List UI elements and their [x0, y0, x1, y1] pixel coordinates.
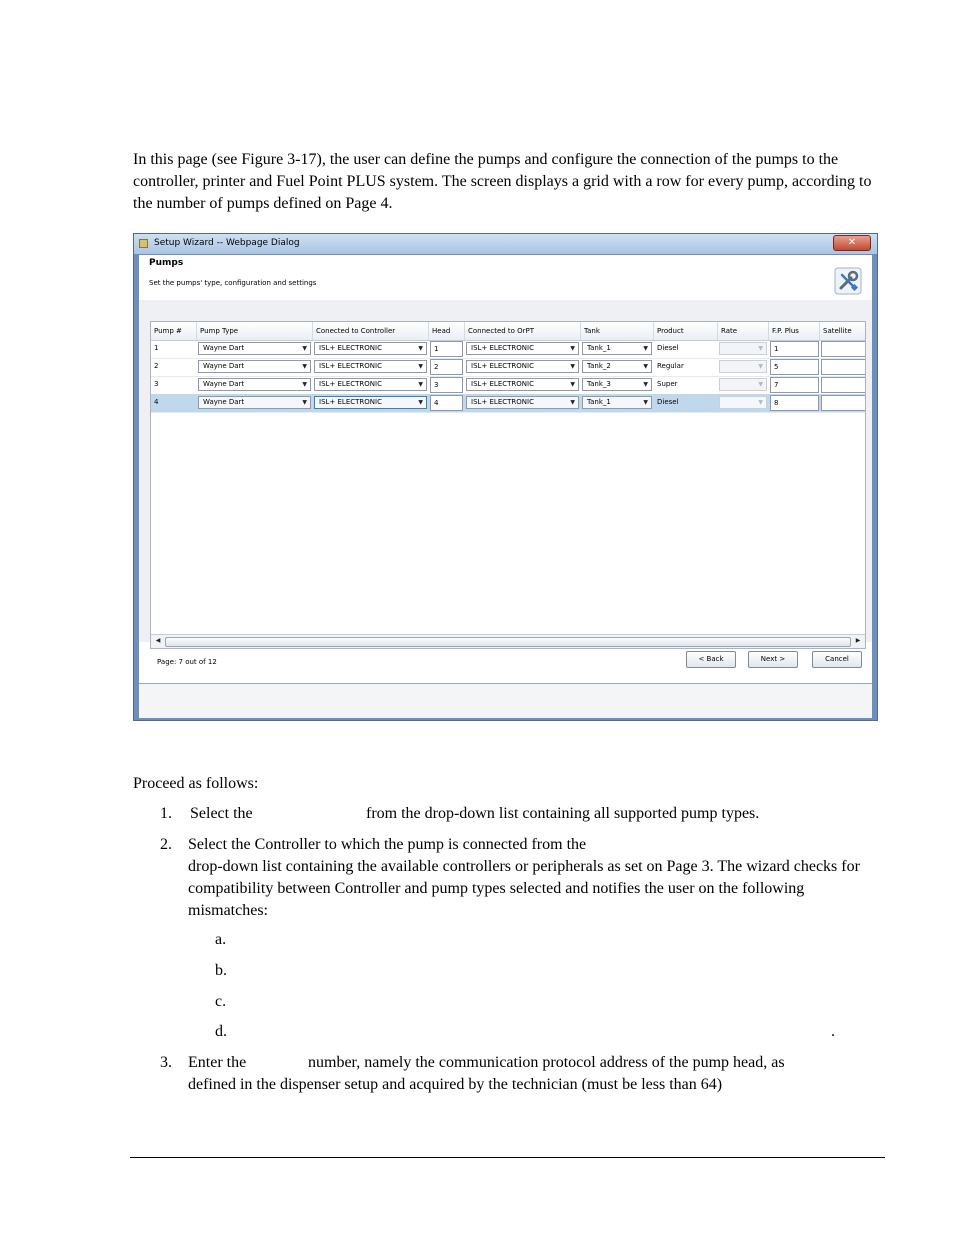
sub-item-b: b. — [215, 962, 227, 979]
col-header-satellite[interactable]: Satellite — [823, 327, 852, 335]
pump-number: 4 — [154, 398, 159, 406]
cancel-button[interactable]: Cancel — [812, 651, 862, 668]
table-row[interactable] — [151, 376, 866, 395]
pump-type-select[interactable]: Wayne Dart ▼ — [198, 360, 311, 373]
rate-select[interactable] — [719, 360, 767, 373]
horizontal-scrollbar[interactable] — [151, 634, 865, 648]
fp-plus-input[interactable]: 5 — [770, 359, 819, 375]
product-value: Diesel — [657, 398, 679, 406]
chevron-down-icon: ▼ — [302, 363, 307, 370]
controller-select[interactable]: ISL+ ELECTRONIC ▼ — [314, 396, 427, 409]
chevron-down-icon: ▼ — [570, 363, 575, 370]
chevron-down-icon: ▼ — [758, 363, 763, 370]
chevron-down-icon: ▼ — [643, 399, 648, 406]
proceed-text: Proceed as follows: — [133, 775, 259, 792]
step-3-number: 3. — [160, 1054, 172, 1071]
fp-plus-input[interactable]: 8 — [770, 395, 819, 411]
fp-plus-input[interactable]: 7 — [770, 377, 819, 393]
orpt-select[interactable]: ISL+ ELECTRONIC ▼ — [466, 378, 579, 391]
grid-header — [151, 322, 866, 341]
col-header-orpt[interactable]: Connected to OrPT — [465, 322, 581, 340]
col-header-head[interactable]: Head — [429, 322, 465, 340]
page-indicator: Page: 7 out of 12 — [157, 658, 217, 666]
window-title: Setup Wizard -- Webpage Dialog — [154, 238, 300, 248]
col-header-tank[interactable]: Tank — [581, 322, 654, 340]
head-input[interactable]: 4 — [430, 395, 463, 411]
chevron-down-icon: ▼ — [418, 345, 423, 352]
chevron-down-icon: ▼ — [643, 363, 648, 370]
tank-select[interactable]: Tank_3 ▼ — [582, 378, 652, 391]
orpt-select[interactable]: ISL+ ELECTRONIC ▼ — [466, 342, 579, 355]
satellite-input[interactable] — [821, 377, 866, 393]
dialog-client — [139, 255, 872, 717]
rate-select[interactable] — [719, 396, 767, 409]
head-input[interactable]: 1 — [430, 341, 463, 357]
satellite-input[interactable] — [821, 395, 866, 411]
step-3-text-b-line1: number, namely the communication protocol address of the pump head, as — [308, 1054, 785, 1071]
scroll-right-icon[interactable]: ▶ — [855, 637, 861, 644]
chevron-down-icon: ▼ — [302, 381, 307, 388]
pump-number: 2 — [154, 362, 159, 370]
col-header-controller[interactable]: Conected to Controller — [313, 322, 429, 340]
orpt-select[interactable]: ISL+ ELECTRONIC ▼ — [466, 396, 579, 409]
controller-select[interactable]: ISL+ ELECTRONIC ▼ — [314, 378, 427, 391]
chevron-down-icon: ▼ — [418, 381, 423, 388]
chevron-down-icon: ▼ — [418, 363, 423, 370]
step-2-number: 2. — [160, 836, 172, 853]
fp-plus-input[interactable]: 1 — [770, 341, 819, 357]
step-2-line1: Select the Controller to which the pump is connected from the — [188, 836, 587, 853]
controller-select[interactable]: ISL+ ELECTRONIC ▼ — [314, 360, 427, 373]
step-3-text-b-line2: defined in the dispenser setup and acquired by the technician (must be less than 64) — [188, 1076, 723, 1093]
tank-select[interactable]: Tank_1 ▼ — [582, 342, 652, 355]
next-button[interactable]: Next > — [748, 651, 798, 668]
rate-select[interactable] — [719, 378, 767, 391]
pump-type-select[interactable]: Wayne Dart ▼ — [198, 396, 311, 409]
sub-item-d-period: . — [831, 1023, 835, 1040]
col-header-pump-num[interactable]: Pump # — [151, 322, 197, 340]
rate-select[interactable] — [719, 342, 767, 355]
table-row[interactable] — [151, 358, 866, 377]
scroll-left-icon[interactable]: ◀ — [155, 637, 161, 644]
chevron-down-icon: ▼ — [302, 399, 307, 406]
pump-number: 3 — [154, 380, 159, 388]
close-button[interactable]: ✕ — [833, 235, 871, 251]
sub-item-d: d. — [215, 1023, 227, 1040]
product-value: Regular — [657, 362, 684, 370]
chevron-down-icon: ▼ — [758, 381, 763, 388]
setup-wizard-screenshot — [133, 233, 878, 721]
chevron-down-icon: ▼ — [418, 399, 423, 406]
chevron-down-icon: ▼ — [570, 381, 575, 388]
chevron-down-icon: ▼ — [758, 345, 763, 352]
table-row[interactable] — [151, 340, 866, 359]
back-button[interactable]: < Back — [686, 651, 736, 668]
chevron-down-icon: ▼ — [302, 345, 307, 352]
col-header-pump-type[interactable]: Pump Type — [197, 322, 313, 340]
status-bar — [139, 683, 872, 718]
window-app-icon — [139, 239, 148, 248]
product-value: Super — [657, 380, 678, 388]
page-subtitle: Set the pumps' type, configuration and settings — [149, 279, 317, 287]
pumps-grid — [150, 321, 866, 649]
pump-type-select[interactable]: Wayne Dart ▼ — [198, 378, 311, 391]
step-1-number: 1. — [160, 805, 172, 822]
head-input[interactable]: 2 — [430, 359, 463, 375]
col-header-fp-plus[interactable]: F.P. Plus — [769, 322, 820, 340]
orpt-select[interactable]: ISL+ ELECTRONIC ▼ — [466, 360, 579, 373]
head-input[interactable]: 3 — [430, 377, 463, 393]
page-title: Pumps — [149, 258, 184, 268]
footer-rule — [130, 1157, 885, 1158]
chevron-down-icon: ▼ — [758, 399, 763, 406]
chevron-down-icon: ▼ — [643, 345, 648, 352]
sub-item-a: a. — [215, 931, 227, 948]
step-1-text-b: from the drop-down list containing all supported pump types. — [366, 805, 760, 822]
tank-select[interactable]: Tank_1 ▼ — [582, 396, 652, 409]
step-1-text-a: Select the — [190, 805, 253, 822]
product-value: Diesel — [657, 344, 679, 352]
window-titlebar — [134, 234, 877, 254]
wrench-screwdriver-icon — [834, 267, 862, 295]
chevron-down-icon: ▼ — [643, 381, 648, 388]
satellite-input[interactable] — [821, 359, 866, 375]
chevron-down-icon: ▼ — [570, 399, 575, 406]
pump-number: 1 — [154, 344, 159, 352]
tank-select[interactable]: Tank_2 ▼ — [582, 360, 652, 373]
pump-type-select[interactable]: Wayne Dart ▼ — [198, 342, 311, 355]
controller-select[interactable]: ISL+ ELECTRONIC ▼ — [314, 342, 427, 355]
col-header-rate[interactable]: Rate — [718, 322, 769, 340]
satellite-input[interactable] — [821, 341, 866, 357]
scrollbar-thumb[interactable] — [165, 637, 851, 647]
table-row-selected[interactable] — [151, 394, 866, 413]
step-3-text-a: Enter the — [188, 1054, 247, 1071]
col-header-product[interactable]: Product — [654, 322, 718, 340]
intro-paragraph: In this page (see Figure 3-17), the user can define the pumps and configure the connection of the pumps to the controller, printer and Fuel Point PLUS system. The screen displays a grid with a row for every pump, according to the number of pumps defined on Page 4. — [133, 151, 872, 212]
sub-item-c: c. — [215, 993, 227, 1010]
chevron-down-icon: ▼ — [570, 345, 575, 352]
step-2-rest: drop-down list containing the available controllers or peripherals as set on Page 3. The wizard checks for compatibility between Controller and pump types selected and notifies the user on the following mismatches: — [188, 858, 860, 919]
